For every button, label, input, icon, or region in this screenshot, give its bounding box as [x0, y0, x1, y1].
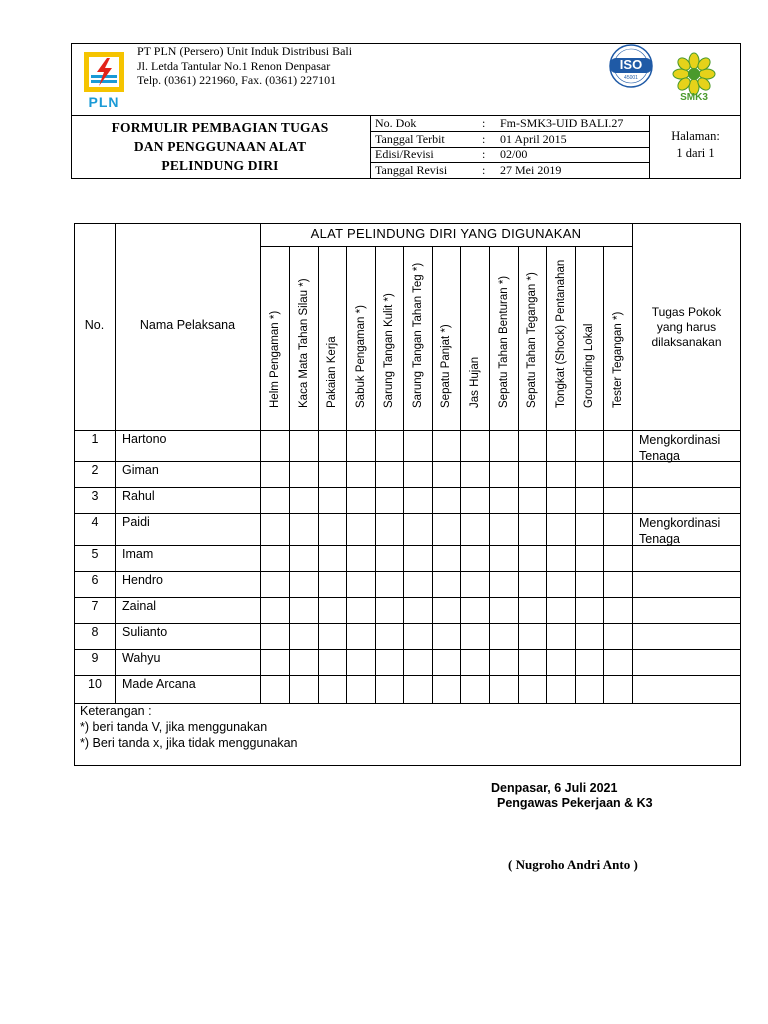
form-title: [72, 118, 368, 175]
apd-header-label: Sepatu Panjat *): [440, 324, 452, 408]
doc-info-label: Tanggal Terbit: [375, 132, 445, 146]
apd-header-label: Sabuk Pengaman *): [355, 305, 367, 408]
col-header-no: No.: [84, 318, 105, 332]
row-name: Rahul: [122, 489, 155, 503]
doc-info-sep: :: [482, 132, 486, 146]
row-name: Sulianto: [122, 625, 168, 639]
row-line: [74, 623, 741, 624]
company-name: PT PLN (Persero) Unit Induk Distribusi Bali: [137, 44, 353, 58]
row-line: [74, 571, 741, 572]
doc-info-label: No. Dok: [375, 116, 417, 130]
pln-logo-text: PLN: [88, 94, 120, 110]
doc-info-label: Tanggal Revisi: [375, 163, 448, 177]
group-header-line: [260, 246, 632, 247]
row-no: 3: [91, 489, 99, 503]
signature-name: ( Nugroho Andri Anto ): [508, 857, 638, 872]
form-title-line-2: DAN PENGGUNAAN ALAT: [133, 139, 307, 154]
page-value: 1 dari 1: [676, 146, 715, 160]
doc-info-sep: :: [482, 147, 486, 161]
row-line: [74, 597, 741, 598]
apd-header: [318, 250, 346, 420]
apd-header: [604, 250, 632, 420]
doc-info-value: 27 Mei 2019: [500, 163, 562, 177]
doc-info-sep: :: [482, 116, 486, 130]
row-name: Paidi: [122, 515, 150, 529]
row-task-line-2: Tenaga: [639, 449, 681, 463]
apd-header: [490, 250, 518, 420]
row-no: 10: [88, 677, 102, 691]
row-no: 5: [91, 547, 99, 561]
row-name: Imam: [122, 547, 154, 561]
company-address: Jl. Letda Tantular No.1 Renon Denpasar: [137, 59, 331, 73]
notes-title: Keterangan :: [80, 704, 152, 718]
apd-header-label: Sarung Tangan Tahan Teg *): [412, 262, 424, 408]
col-group-header-apd: ALAT PELINDUNG DIRI YANG DIGUNAKAN: [310, 226, 582, 241]
row-no: 2: [91, 463, 99, 477]
doc-info-value: Fm-SMK3-UID BALI.27: [500, 116, 624, 130]
apd-header-label: Helm Pengaman *): [269, 310, 281, 408]
apd-header-label: Grounding Lokal: [583, 323, 595, 408]
apd-header: [261, 250, 289, 420]
row-no: 9: [91, 651, 99, 665]
iso-number: 45001: [624, 75, 638, 81]
row-no: 6: [91, 573, 99, 587]
smk3-logo: [670, 52, 718, 106]
row-line: [74, 430, 741, 431]
row-task-line-2: Tenaga: [639, 532, 681, 546]
doc-info-sep: :: [482, 163, 486, 177]
row-task: [639, 432, 720, 464]
row-line: [74, 675, 741, 676]
col-header-task-line-2: yang harus: [656, 320, 717, 334]
row-line: [74, 649, 741, 650]
row-name: Hartono: [122, 432, 167, 446]
row-line: [74, 513, 741, 514]
row-task-line-1: Mengkordinasi: [639, 433, 721, 447]
notes-line: *) Beri tanda x, jika tidak menggunakan: [80, 736, 298, 750]
page-label: Halaman:: [671, 129, 720, 143]
row-no: 8: [91, 625, 99, 639]
iso-text: ISO: [619, 57, 643, 72]
apd-header: [518, 250, 546, 420]
col-header-task: [632, 305, 741, 350]
row-name: Giman: [122, 463, 159, 477]
notes-line: *) beri tanda V, jika menggunakan: [80, 720, 268, 734]
iso-logo: [606, 44, 656, 90]
apd-header: [575, 250, 603, 420]
apd-header: [404, 250, 432, 420]
apd-header-label: Sarung Tangan Kulit *): [383, 293, 395, 408]
apd-header-label: Kaca Mata Tahan Silau *): [298, 278, 310, 408]
signature-role: Pengawas Pekerjaan & K3: [497, 796, 653, 810]
apd-header-label: Tongkat (Shock) Pentanahan: [555, 259, 567, 408]
row-no: 4: [91, 515, 99, 529]
table-notes: [80, 703, 298, 751]
row-no: 7: [91, 599, 99, 613]
col-header-task-line-3: dilaksanakan: [651, 335, 722, 349]
apd-header-label: Jas Hujan: [469, 356, 481, 408]
form-title-line-1: FORMULIR PEMBAGIAN TUGAS: [111, 120, 329, 135]
smk3-text: SMK3: [680, 92, 708, 103]
apd-header: [290, 250, 318, 420]
row-name: Zainal: [122, 599, 157, 613]
doc-info-value: 01 April 2015: [500, 132, 567, 146]
col-header-task-line-1: Tugas Pokok: [651, 305, 722, 319]
apd-header: [347, 250, 375, 420]
col-divider: [632, 223, 633, 704]
row-task: [639, 515, 720, 547]
apd-header-label: Tester Tegangan *): [612, 311, 624, 408]
col-header-name: Nama Pelaksana: [139, 318, 236, 332]
row-line: [74, 487, 741, 488]
doc-info-label: Edisi/Revisi: [375, 147, 434, 161]
row-name: Made Arcana: [122, 677, 196, 691]
apd-header-label: Sepatu Tahan Benturan *): [498, 275, 510, 408]
row-task-line-1: Mengkordinasi: [639, 516, 721, 530]
apd-header-label: Pakaian Kerja: [326, 336, 338, 408]
apd-header-label: Sepatu Tahan Tegangan *): [526, 272, 538, 408]
form-title-line-3: PELINDUNG DIRI: [161, 158, 279, 173]
page-indicator: [650, 128, 741, 162]
signature-place-date: Denpasar, 6 Juli 2021: [491, 781, 618, 795]
apd-header: [547, 250, 575, 420]
row-name: Wahyu: [122, 651, 161, 665]
apd-header: [375, 250, 403, 420]
row-name: Hendro: [122, 573, 163, 587]
company-phone: Telp. (0361) 221960, Fax. (0361) 227101: [137, 73, 337, 87]
doc-info-value: 02/00: [500, 147, 528, 161]
row-no: 1: [91, 432, 99, 446]
apd-header: [432, 250, 460, 420]
apd-header: [461, 250, 489, 420]
